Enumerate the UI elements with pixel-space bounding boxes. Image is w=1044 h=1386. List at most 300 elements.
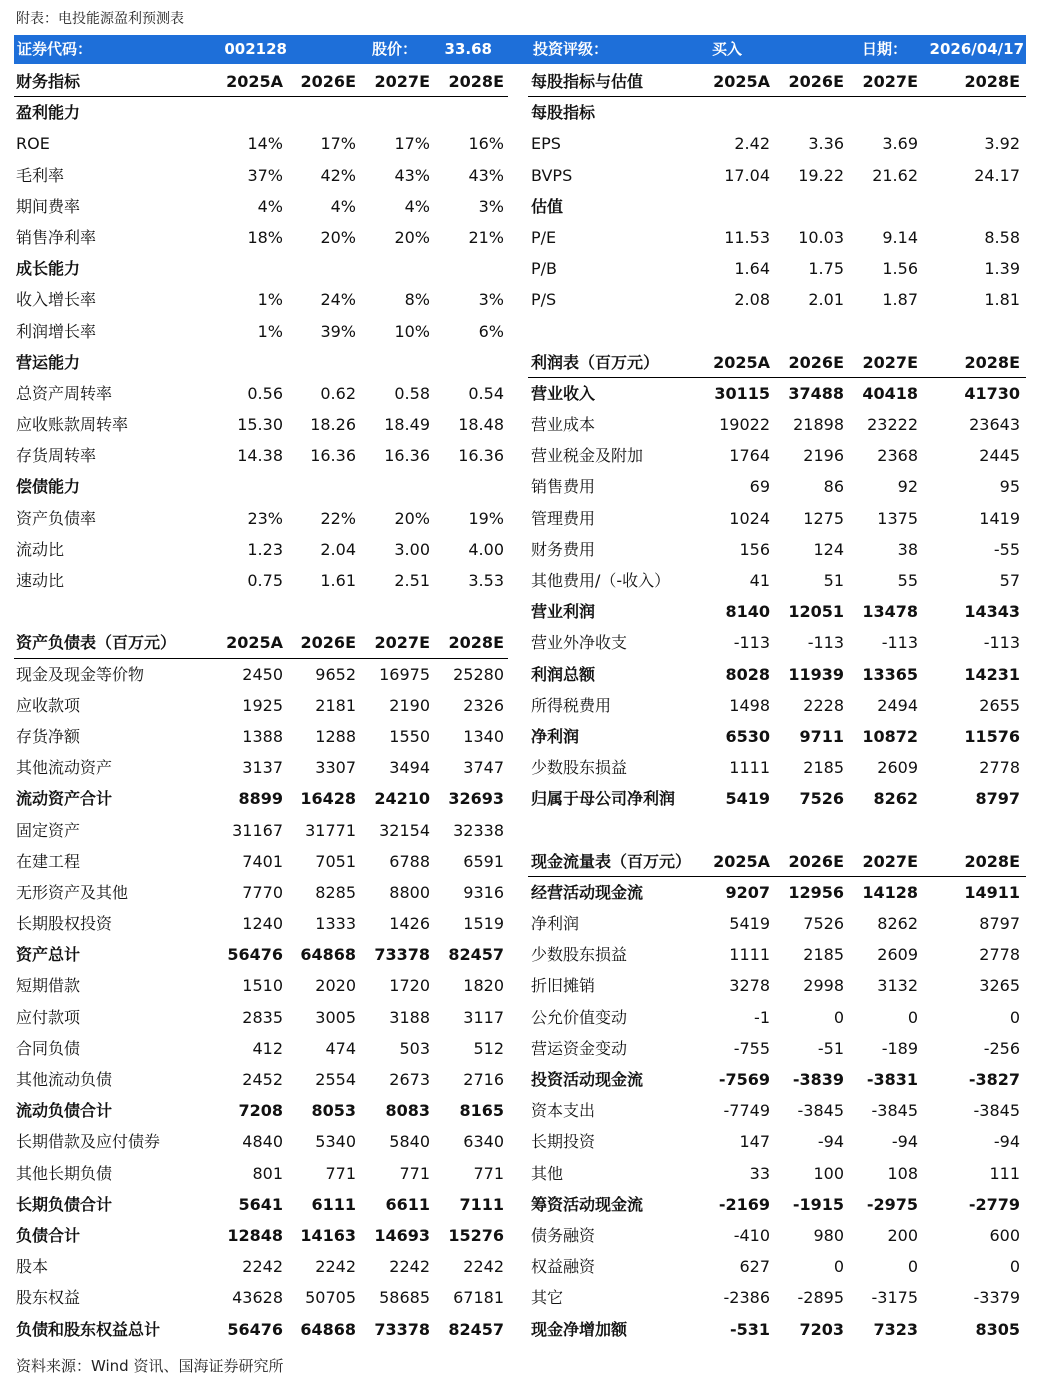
left-2026e-cell: 8053 <box>311 1101 356 1121</box>
left-2025a-cell: 5641 <box>238 1194 283 1214</box>
right-2028e-cell: 2028E <box>964 352 1020 372</box>
right-2026e-cell: 2026E <box>788 352 844 372</box>
right-2027e-cell: 13365 <box>862 664 918 684</box>
left-2028e-cell: 2028E <box>448 72 504 91</box>
right-label-cell: 营运资金变动 <box>531 1038 628 1058</box>
left-2028e-cell: 19% <box>468 508 504 528</box>
right-2026e-cell: 2.01 <box>808 290 844 310</box>
right-label-cell: 营业收入 <box>531 383 596 403</box>
left-2028e-cell: 21% <box>468 227 504 247</box>
right-2026e-cell: 12956 <box>788 882 844 902</box>
left-label-cell: 长期借款及应付债券 <box>16 1132 161 1152</box>
left-label-cell: 应收账款周转率 <box>16 415 129 435</box>
right-2028e-cell: 57 <box>999 571 1020 590</box>
right-2027e-cell: 2027E <box>862 851 918 871</box>
right-2025a-cell: 69 <box>749 477 770 497</box>
left-2026e-cell: 2026E <box>300 633 356 653</box>
left-2025a-cell: 7770 <box>242 882 283 902</box>
right-2026e-cell: 980 <box>813 1225 844 1245</box>
left-2027e-cell: 2027E <box>374 633 430 653</box>
right-2025a-cell: 11.53 <box>724 227 770 247</box>
right-2025a-cell: 1498 <box>729 695 770 715</box>
right-2027e-cell: 0 <box>907 1257 918 1277</box>
left-2027e-cell: 73378 <box>374 945 430 965</box>
left-2025a-cell: 4% <box>257 196 283 216</box>
right-2027e-cell: 23222 <box>867 415 918 435</box>
table-row <box>14 128 1026 159</box>
left-2025a-cell: 3137 <box>242 758 283 778</box>
table-caption: 附表：电投能源盈利预测表 <box>16 11 184 27</box>
right-2027e-cell: 1.56 <box>882 259 918 279</box>
right-label-cell: 营业成本 <box>531 415 596 435</box>
left-2027e-cell: 2027E <box>374 72 430 91</box>
left-2028e-cell: 15276 <box>448 1225 504 1245</box>
left-2025a-cell: 43628 <box>232 1288 283 1308</box>
left-2025a-cell: 56476 <box>227 945 283 965</box>
left-2027e-cell: 4% <box>404 196 430 216</box>
left-2027e-cell: 2190 <box>389 695 430 715</box>
left-label-cell: 其他长期负债 <box>16 1163 113 1183</box>
table-row <box>14 347 1026 378</box>
left-2028e-cell: 82457 <box>448 945 504 965</box>
left-2025a-cell: 2452 <box>242 1070 283 1089</box>
right-label-cell: 管理费用 <box>531 508 596 528</box>
right-label-cell: 销售费用 <box>531 477 596 497</box>
left-2026e-cell: 14163 <box>300 1225 356 1245</box>
left-2025a-cell: 1240 <box>242 914 283 934</box>
left-2028e-cell: 16% <box>468 134 504 154</box>
right-2027e-cell: -3831 <box>866 1070 918 1089</box>
right-label-cell: EPS <box>531 134 561 154</box>
right-2026e-cell: -51 <box>817 1038 844 1058</box>
right-2028e-cell: 8.58 <box>984 227 1020 247</box>
right-label-cell: 营业外净收支 <box>531 633 628 653</box>
right-2027e-cell: 13478 <box>862 602 918 622</box>
table-row <box>14 565 1026 596</box>
right-2025a-cell: 1.64 <box>734 259 770 279</box>
left-2025a-cell: 1388 <box>242 726 283 746</box>
left-2027e-cell: 1720 <box>389 976 430 996</box>
left-2027e-cell: 1550 <box>389 726 430 746</box>
left-label-cell: 现金及现金等价物 <box>16 664 145 684</box>
right-2025a-cell: 147 <box>739 1132 770 1152</box>
left-2028e-cell: 7111 <box>459 1194 504 1214</box>
right-2026e-cell: 124 <box>813 539 844 559</box>
right-label-cell: 所得税费用 <box>531 695 612 715</box>
right-2026e-cell: 2185 <box>803 758 844 778</box>
right-2028e-cell: -55 <box>993 539 1020 559</box>
forecast-table <box>14 66 1026 1345</box>
left-label-cell: 流动比 <box>16 539 65 559</box>
right-2028e-cell: 1.39 <box>984 259 1020 279</box>
right-2027e-cell: -2975 <box>866 1194 918 1214</box>
left-2025a-cell: 14% <box>247 134 283 154</box>
right-label-cell: 公允价值变动 <box>531 1007 628 1027</box>
left-label-cell: 速动比 <box>16 571 65 590</box>
left-2025a-cell: 15.30 <box>237 415 283 435</box>
left-2026e-cell: 22% <box>320 508 356 528</box>
left-label-cell: 资产负债率 <box>16 508 97 528</box>
right-2025a-cell: -1 <box>754 1007 770 1027</box>
left-2028e-cell: 6340 <box>463 1132 504 1152</box>
left-2028e-cell: 16.36 <box>458 446 504 466</box>
right-2028e-cell: -94 <box>993 1132 1020 1152</box>
right-2027e-cell: 3.69 <box>882 134 918 154</box>
left-2026e-cell: 16.36 <box>310 446 356 466</box>
right-2026e-cell: 86 <box>823 477 844 497</box>
left-2028e-cell: 1340 <box>463 726 504 746</box>
left-2025a-cell: 1510 <box>242 976 283 996</box>
left-2028e-cell: 9316 <box>463 882 504 902</box>
left-2025a-cell: 1% <box>257 321 283 341</box>
right-2026e-cell: -113 <box>807 633 844 653</box>
right-2027e-cell: -189 <box>881 1038 918 1058</box>
left-2027e-cell: 8083 <box>385 1101 430 1121</box>
left-label-cell: 存货周转率 <box>16 446 97 466</box>
right-2026e-cell: 1.75 <box>808 259 844 279</box>
left-2028e-cell: 67181 <box>453 1288 504 1308</box>
table-row <box>14 440 1026 471</box>
left-2028e-cell: 6591 <box>463 851 504 871</box>
left-2027e-cell: 14693 <box>374 1225 430 1245</box>
table-row <box>14 1189 1026 1220</box>
right-2028e-cell: -2779 <box>968 1194 1020 1214</box>
right-2028e-cell: 2445 <box>979 446 1020 466</box>
right-2025a-cell: 1024 <box>729 508 770 528</box>
right-label-cell: 长期投资 <box>531 1132 596 1152</box>
left-2026e-cell: 1288 <box>315 726 356 746</box>
left-label-cell: 短期借款 <box>16 976 81 996</box>
right-2027e-cell: -3175 <box>871 1288 918 1308</box>
left-2028e-cell: 32693 <box>448 789 504 809</box>
left-2028e-cell: 2716 <box>463 1070 504 1089</box>
right-label-cell: 其他费用/（-收入） <box>531 571 671 590</box>
left-2025a-cell: 2450 <box>242 664 283 684</box>
left-2025a-cell: 1925 <box>242 695 283 715</box>
right-2027e-cell: 38 <box>897 539 918 559</box>
right-2026e-cell: 7526 <box>803 914 844 934</box>
left-2027e-cell: 8800 <box>389 882 430 902</box>
right-2028e-cell: 0 <box>1009 1007 1020 1027</box>
left-2026e-cell: 20% <box>320 227 356 247</box>
right-2027e-cell: 8262 <box>877 914 918 934</box>
left-label-cell: 资产总计 <box>16 945 81 965</box>
right-2027e-cell: -3845 <box>871 1101 918 1121</box>
left-label-cell: 其他流动资产 <box>16 758 113 778</box>
left-2026e-cell: 16428 <box>300 789 356 809</box>
left-2027e-cell: 2673 <box>389 1070 430 1089</box>
right-2026e-cell: 0 <box>833 1007 844 1027</box>
right-2028e-cell: 3.92 <box>984 134 1020 154</box>
table-row <box>14 970 1026 1001</box>
right-label-cell: 投资活动现金流 <box>531 1070 644 1089</box>
left-2027e-cell: 2.51 <box>394 571 430 590</box>
left-label-cell: 长期负债合计 <box>16 1194 113 1214</box>
right-2028e-cell: 2778 <box>979 945 1020 965</box>
table-row <box>14 1220 1026 1251</box>
right-2026e-cell: 21898 <box>793 415 844 435</box>
left-label-cell: 其他流动负债 <box>16 1070 113 1089</box>
right-2026e-cell: 9711 <box>799 726 844 746</box>
right-2028e-cell: 14911 <box>964 882 1020 902</box>
table-row <box>14 191 1026 222</box>
left-2028e-cell: 1519 <box>463 914 504 934</box>
right-2027e-cell: 9.14 <box>882 227 918 247</box>
right-2025a-cell: 2025A <box>713 851 770 871</box>
right-2027e-cell: 21.62 <box>872 165 918 185</box>
table-row <box>14 253 1026 284</box>
left-2026e-cell: 50705 <box>305 1288 356 1308</box>
right-2025a-cell: 1764 <box>729 446 770 466</box>
right-2025a-cell: -531 <box>729 1319 770 1339</box>
right-2027e-cell: 7323 <box>873 1319 918 1339</box>
right-2028e-cell: -3379 <box>973 1288 1020 1308</box>
right-2025a-cell: 5419 <box>725 789 770 809</box>
left-label-cell: 成长能力 <box>16 259 81 279</box>
right-2025a-cell: 30115 <box>714 383 770 403</box>
right-2025a-cell: 2025A <box>713 352 770 372</box>
left-2027e-cell: 6788 <box>389 851 430 871</box>
left-label-cell: 毛利率 <box>16 165 65 185</box>
right-2026e-cell: 0 <box>833 1257 844 1277</box>
right-2028e-cell: -3845 <box>973 1101 1020 1121</box>
left-label-cell: 无形资产及其他 <box>16 882 129 902</box>
right-2028e-cell: 2778 <box>979 758 1020 778</box>
left-2026e-cell: 474 <box>325 1038 356 1058</box>
left-2028e-cell: 1820 <box>463 976 504 996</box>
left-2027e-cell: 18.49 <box>384 415 430 435</box>
right-2026e-cell: 10.03 <box>798 227 844 247</box>
left-2028e-cell: 2028E <box>448 633 504 653</box>
table-row <box>14 690 1026 721</box>
left-2027e-cell: 2242 <box>389 1257 430 1277</box>
right-2026e-cell: -1915 <box>792 1194 844 1214</box>
table-row <box>14 752 1026 783</box>
left-2026e-cell: 24% <box>320 290 356 310</box>
left-2027e-cell: 5840 <box>389 1132 430 1152</box>
right-2026e-cell: 19.22 <box>798 165 844 185</box>
table-row <box>14 222 1026 253</box>
right-2028e-cell: 95 <box>999 477 1020 497</box>
right-2027e-cell: -94 <box>891 1132 918 1152</box>
table-row <box>14 378 1026 409</box>
right-2028e-cell: 2028E <box>964 851 1020 871</box>
left-2025a-cell: 12848 <box>227 1225 283 1245</box>
right-label-cell: 利润表（百万元） <box>531 352 660 372</box>
right-label-cell: 净利润 <box>531 726 580 746</box>
right-2025a-cell: 9207 <box>725 882 770 902</box>
table-row <box>14 1158 1026 1189</box>
left-2028e-cell: 82457 <box>448 1319 504 1339</box>
right-2025a-cell: 3278 <box>729 976 770 996</box>
right-2025a-cell: 8140 <box>725 602 770 622</box>
right-label-cell: 营业税金及附加 <box>531 446 644 466</box>
left-2027e-cell: 20% <box>394 227 430 247</box>
right-2026e-cell: 2998 <box>803 976 844 996</box>
right-2026e-cell: 1275 <box>803 508 844 528</box>
left-label-cell: 偿债能力 <box>16 477 81 497</box>
right-2026e-cell: -2895 <box>797 1288 844 1308</box>
left-label-cell: 流动负债合计 <box>16 1101 113 1121</box>
right-2026e-cell: 37488 <box>788 383 844 403</box>
right-2025a-cell: 2025A <box>713 72 770 91</box>
left-2028e-cell: 512 <box>473 1038 504 1058</box>
table-row <box>14 316 1026 347</box>
right-2026e-cell: 2026E <box>788 72 844 91</box>
table-row <box>14 1033 1026 1064</box>
right-2028e-cell: 8305 <box>975 1319 1020 1339</box>
left-2025a-cell: 18% <box>247 227 283 247</box>
left-2028e-cell: 4.00 <box>468 539 504 559</box>
right-2026e-cell: 2196 <box>803 446 844 466</box>
left-2028e-cell: 3747 <box>463 758 504 778</box>
right-2026e-cell: 7526 <box>799 789 844 809</box>
right-label-cell: 债务融资 <box>531 1225 596 1245</box>
left-2027e-cell: 58685 <box>379 1288 430 1308</box>
left-2028e-cell: 3% <box>478 196 504 216</box>
right-2028e-cell: 2028E <box>964 72 1020 91</box>
right-label-cell: 资本支出 <box>531 1101 596 1121</box>
left-2025a-cell: 4840 <box>242 1132 283 1152</box>
right-2027e-cell: 55 <box>897 571 918 590</box>
right-2025a-cell: -2386 <box>723 1288 770 1308</box>
right-2026e-cell: 7203 <box>799 1319 844 1339</box>
right-label-cell: 折旧摊销 <box>531 976 596 996</box>
right-2027e-cell: 14128 <box>862 882 918 902</box>
right-2025a-cell: 2.08 <box>734 290 770 310</box>
table-row <box>14 721 1026 752</box>
table-row <box>14 1314 1026 1345</box>
left-2026e-cell: 2242 <box>315 1257 356 1277</box>
rating-value: 买入 <box>712 40 743 58</box>
right-2025a-cell: 33 <box>749 1163 770 1183</box>
right-2026e-cell: 12051 <box>788 602 844 622</box>
right-2025a-cell: 5419 <box>729 914 770 934</box>
left-label-cell: 利润增长率 <box>16 321 97 341</box>
right-label-cell: 每股指标与估值 <box>531 72 644 91</box>
right-label-cell: 归属于母公司净利润 <box>531 789 676 809</box>
left-label-cell: 营运能力 <box>16 352 81 372</box>
left-label-cell: 存货净额 <box>16 726 81 746</box>
table-row <box>14 627 1026 658</box>
left-2025a-cell: 0.56 <box>247 383 283 403</box>
left-label-cell: 股本 <box>16 1257 49 1277</box>
right-2027e-cell: 2494 <box>877 695 918 715</box>
left-2028e-cell: 771 <box>473 1163 504 1183</box>
left-label-cell: 负债合计 <box>16 1225 81 1245</box>
right-2025a-cell: 2.42 <box>734 134 770 154</box>
right-label-cell: BVPS <box>531 165 573 185</box>
left-label-cell: 销售净利率 <box>16 227 97 247</box>
right-2028e-cell: 23643 <box>969 415 1020 435</box>
right-2027e-cell: 2609 <box>877 945 918 965</box>
left-2026e-cell: 771 <box>325 1163 356 1183</box>
table-row <box>14 66 1026 97</box>
rating-label: 投资评级： <box>533 40 609 58</box>
left-2027e-cell: 3494 <box>389 758 430 778</box>
left-2026e-cell: 31771 <box>305 820 356 840</box>
left-2028e-cell: 0.54 <box>468 383 504 403</box>
table-row <box>14 284 1026 315</box>
right-2027e-cell: 1.87 <box>882 290 918 310</box>
table-row <box>14 534 1026 565</box>
right-label-cell: 每股指标 <box>531 103 596 123</box>
table-row <box>14 1282 1026 1313</box>
left-label-cell: 盈利能力 <box>16 103 81 123</box>
table-row <box>14 1095 1026 1126</box>
left-2027e-cell: 32154 <box>379 820 430 840</box>
left-label-cell: ROE <box>16 134 50 154</box>
right-2025a-cell: -755 <box>733 1038 770 1058</box>
left-label-cell: 应付款项 <box>16 1007 81 1027</box>
right-label-cell: 筹资活动现金流 <box>531 1194 644 1214</box>
right-2028e-cell: -3827 <box>968 1070 1020 1089</box>
left-2027e-cell: 3.00 <box>394 539 430 559</box>
table-row <box>14 1126 1026 1157</box>
left-2028e-cell: 3117 <box>463 1007 504 1027</box>
left-2027e-cell: 20% <box>394 508 430 528</box>
table-row <box>14 471 1026 502</box>
left-2027e-cell: 1426 <box>389 914 430 934</box>
left-label-cell: 长期股权投资 <box>16 914 113 934</box>
left-2025a-cell: 2025A <box>226 72 283 91</box>
right-2025a-cell: 1111 <box>729 758 770 778</box>
right-2026e-cell: 3.36 <box>808 134 844 154</box>
date-value: 2026/04/17 <box>929 40 1024 58</box>
right-2027e-cell: 8262 <box>873 789 918 809</box>
left-2025a-cell: 2835 <box>242 1007 283 1027</box>
left-2026e-cell: 64868 <box>300 1319 356 1339</box>
right-2028e-cell: 1.81 <box>984 290 1020 310</box>
right-label-cell: 现金流量表（百万元） <box>531 851 692 871</box>
right-2027e-cell: 2368 <box>877 446 918 466</box>
left-label-cell: 资产负债表（百万元） <box>16 633 177 653</box>
left-2025a-cell: 2025A <box>226 633 283 653</box>
left-2025a-cell: 2242 <box>242 1257 283 1277</box>
table-row <box>14 97 1026 128</box>
left-2028e-cell: 3% <box>478 290 504 310</box>
left-label-cell: 固定资产 <box>16 820 81 840</box>
left-2026e-cell: 2026E <box>300 72 356 91</box>
left-2026e-cell: 5340 <box>315 1132 356 1152</box>
left-2026e-cell: 2020 <box>315 976 356 996</box>
left-2026e-cell: 2554 <box>315 1070 356 1089</box>
left-2028e-cell: 3.53 <box>468 571 504 590</box>
right-label-cell: 净利润 <box>531 914 580 934</box>
left-label-cell: 应收款项 <box>16 695 81 715</box>
right-2025a-cell: -113 <box>733 633 770 653</box>
date-label: 日期： <box>862 40 908 58</box>
left-2025a-cell: 8899 <box>238 789 283 809</box>
price-value: 33.68 <box>444 40 492 58</box>
left-2027e-cell: 43% <box>394 165 430 185</box>
right-label-cell: P/E <box>531 227 557 247</box>
left-2026e-cell: 4% <box>330 196 356 216</box>
left-2026e-cell: 0.62 <box>320 383 356 403</box>
table-row <box>14 409 1026 440</box>
left-label-cell: 期间费率 <box>16 196 81 216</box>
left-2026e-cell: 1.61 <box>320 571 356 590</box>
right-2025a-cell: -410 <box>733 1225 770 1245</box>
table-row <box>14 815 1026 846</box>
left-2027e-cell: 503 <box>399 1038 430 1058</box>
left-label-cell: 合同负债 <box>16 1038 81 1058</box>
left-2026e-cell: 42% <box>320 165 356 185</box>
left-2025a-cell: 31167 <box>232 820 283 840</box>
right-2025a-cell: 19022 <box>719 415 770 435</box>
right-2027e-cell: 3132 <box>877 976 918 996</box>
right-2025a-cell: 8028 <box>725 664 770 684</box>
